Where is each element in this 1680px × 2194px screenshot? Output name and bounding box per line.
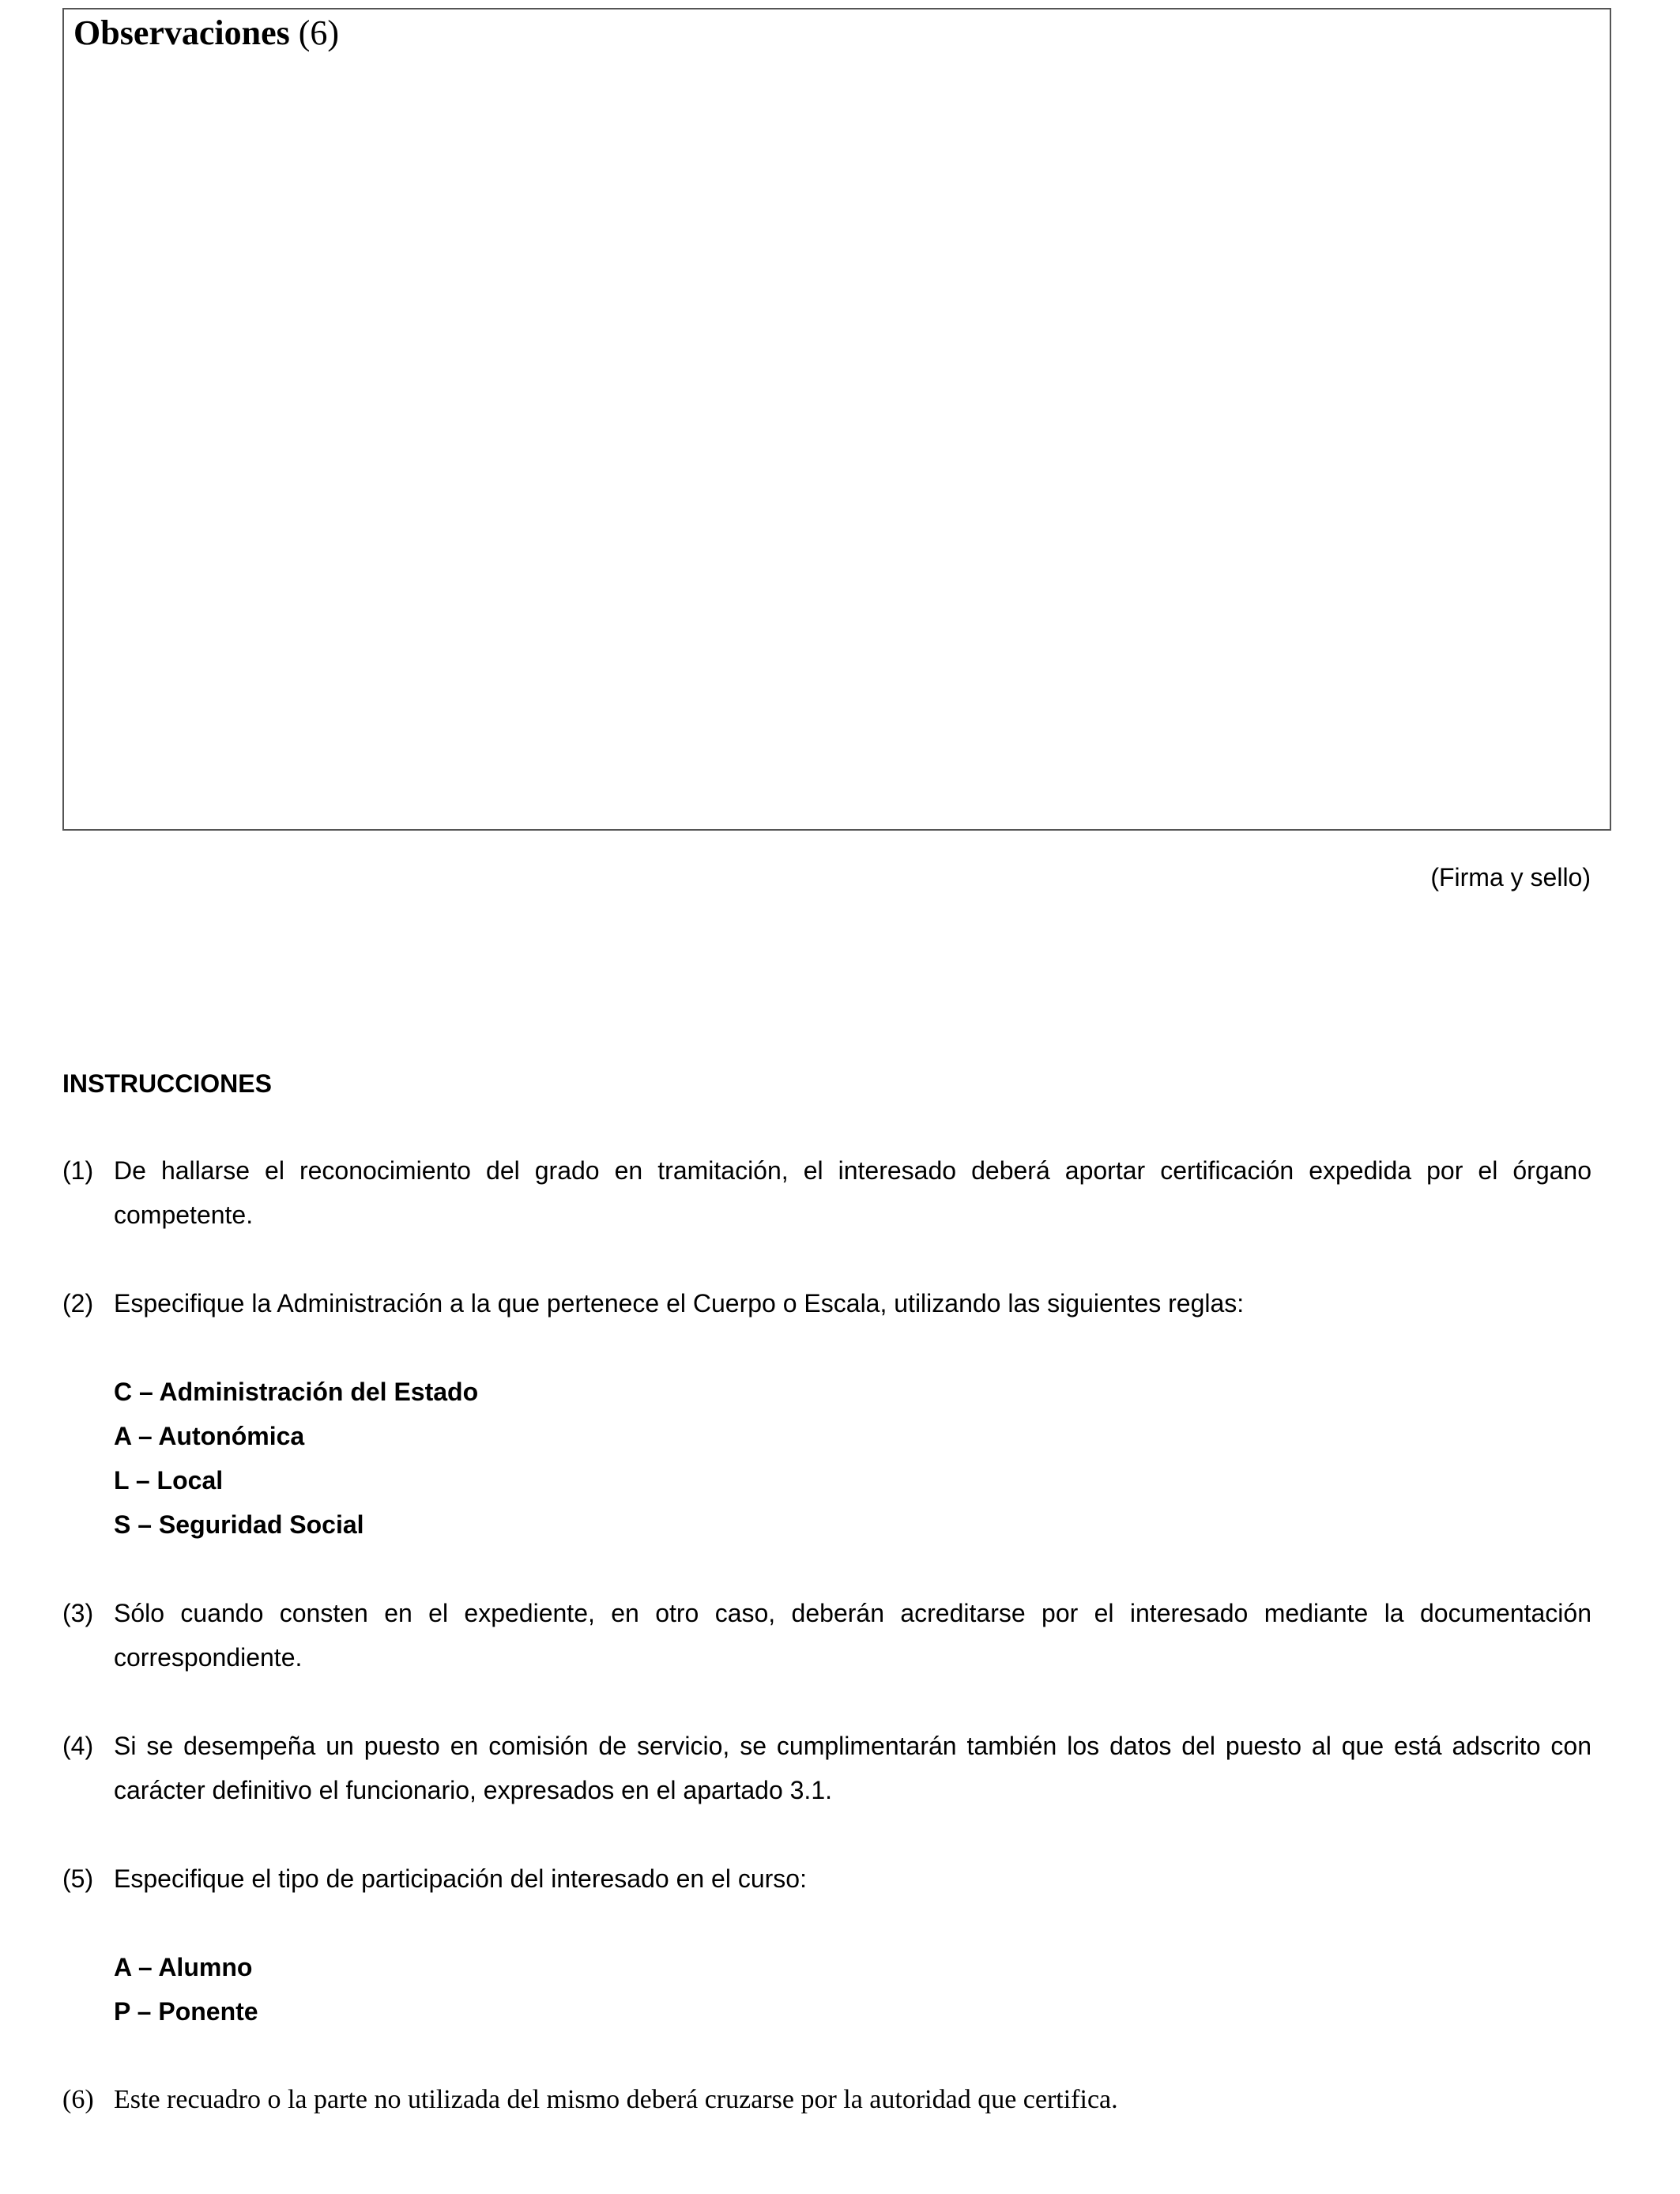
participation-rules-list	[114, 1945, 258, 2034]
observations-title-text: Observaciones	[73, 13, 290, 52]
instruction-item-2	[62, 1281, 1591, 1325]
instruction-item-5	[62, 1857, 1591, 1901]
instruction-item-3	[62, 1591, 1591, 1679]
instruction-text: Especifique el tipo de participación del interesado en el curso:	[114, 1864, 807, 1893]
observations-note: (6)	[298, 13, 340, 52]
instruction-item-4	[62, 1724, 1591, 1812]
instruction-text: Este recuadro o la parte no utilizada del mismo deberá cruzarse por la autoridad que certifica.	[114, 2085, 1118, 2114]
instruction-text: Sólo cuando consten en el expediente, en otro caso, deberán acreditarse por el interesado mediante la documentación correspondiente.	[114, 1599, 1591, 1672]
admin-rule: A – Autonómica	[114, 1422, 305, 1450]
admin-rule: C – Administración del Estado	[114, 1378, 479, 1406]
signature-label: (Firma y sello)	[1430, 863, 1591, 892]
participation-rule: P – Ponente	[114, 1997, 258, 2026]
admin-rule: L – Local	[114, 1466, 224, 1495]
instruction-number: (1)	[62, 1156, 94, 1185]
instruction-text: Especifique la Administración a la que pertenece el Cuerpo o Escala, utilizando las siguientes reglas:	[114, 1289, 1245, 1318]
observations-box	[62, 8, 1611, 831]
instruction-text: De hallarse el reconocimiento del grado en tramitación, el interesado deberá aportar certificación expedida por el órgano competente.	[114, 1156, 1591, 1229]
instructions-heading: INSTRUCCIONES	[62, 1069, 272, 1098]
admin-rule: S – Seguridad Social	[114, 1510, 364, 1539]
instruction-item-6	[62, 2078, 1591, 2122]
instruction-number: (2)	[62, 1289, 94, 1318]
instruction-number: (4)	[62, 1732, 94, 1760]
instruction-number: (5)	[62, 1864, 94, 1893]
observations-title	[73, 11, 339, 55]
instruction-number: (3)	[62, 1599, 94, 1627]
instruction-number: (6)	[62, 2085, 94, 2114]
admin-rules-list	[114, 1370, 478, 1547]
participation-rule: A – Alumno	[114, 1953, 253, 1981]
instruction-item-1	[62, 1148, 1591, 1237]
instruction-text: Si se desempeña un puesto en comisión de servicio, se cumplimentarán también los datos del puesto al que está adscrito con carácter definitivo el funcionario, expresados en el apartado 3.1.	[114, 1732, 1591, 1804]
